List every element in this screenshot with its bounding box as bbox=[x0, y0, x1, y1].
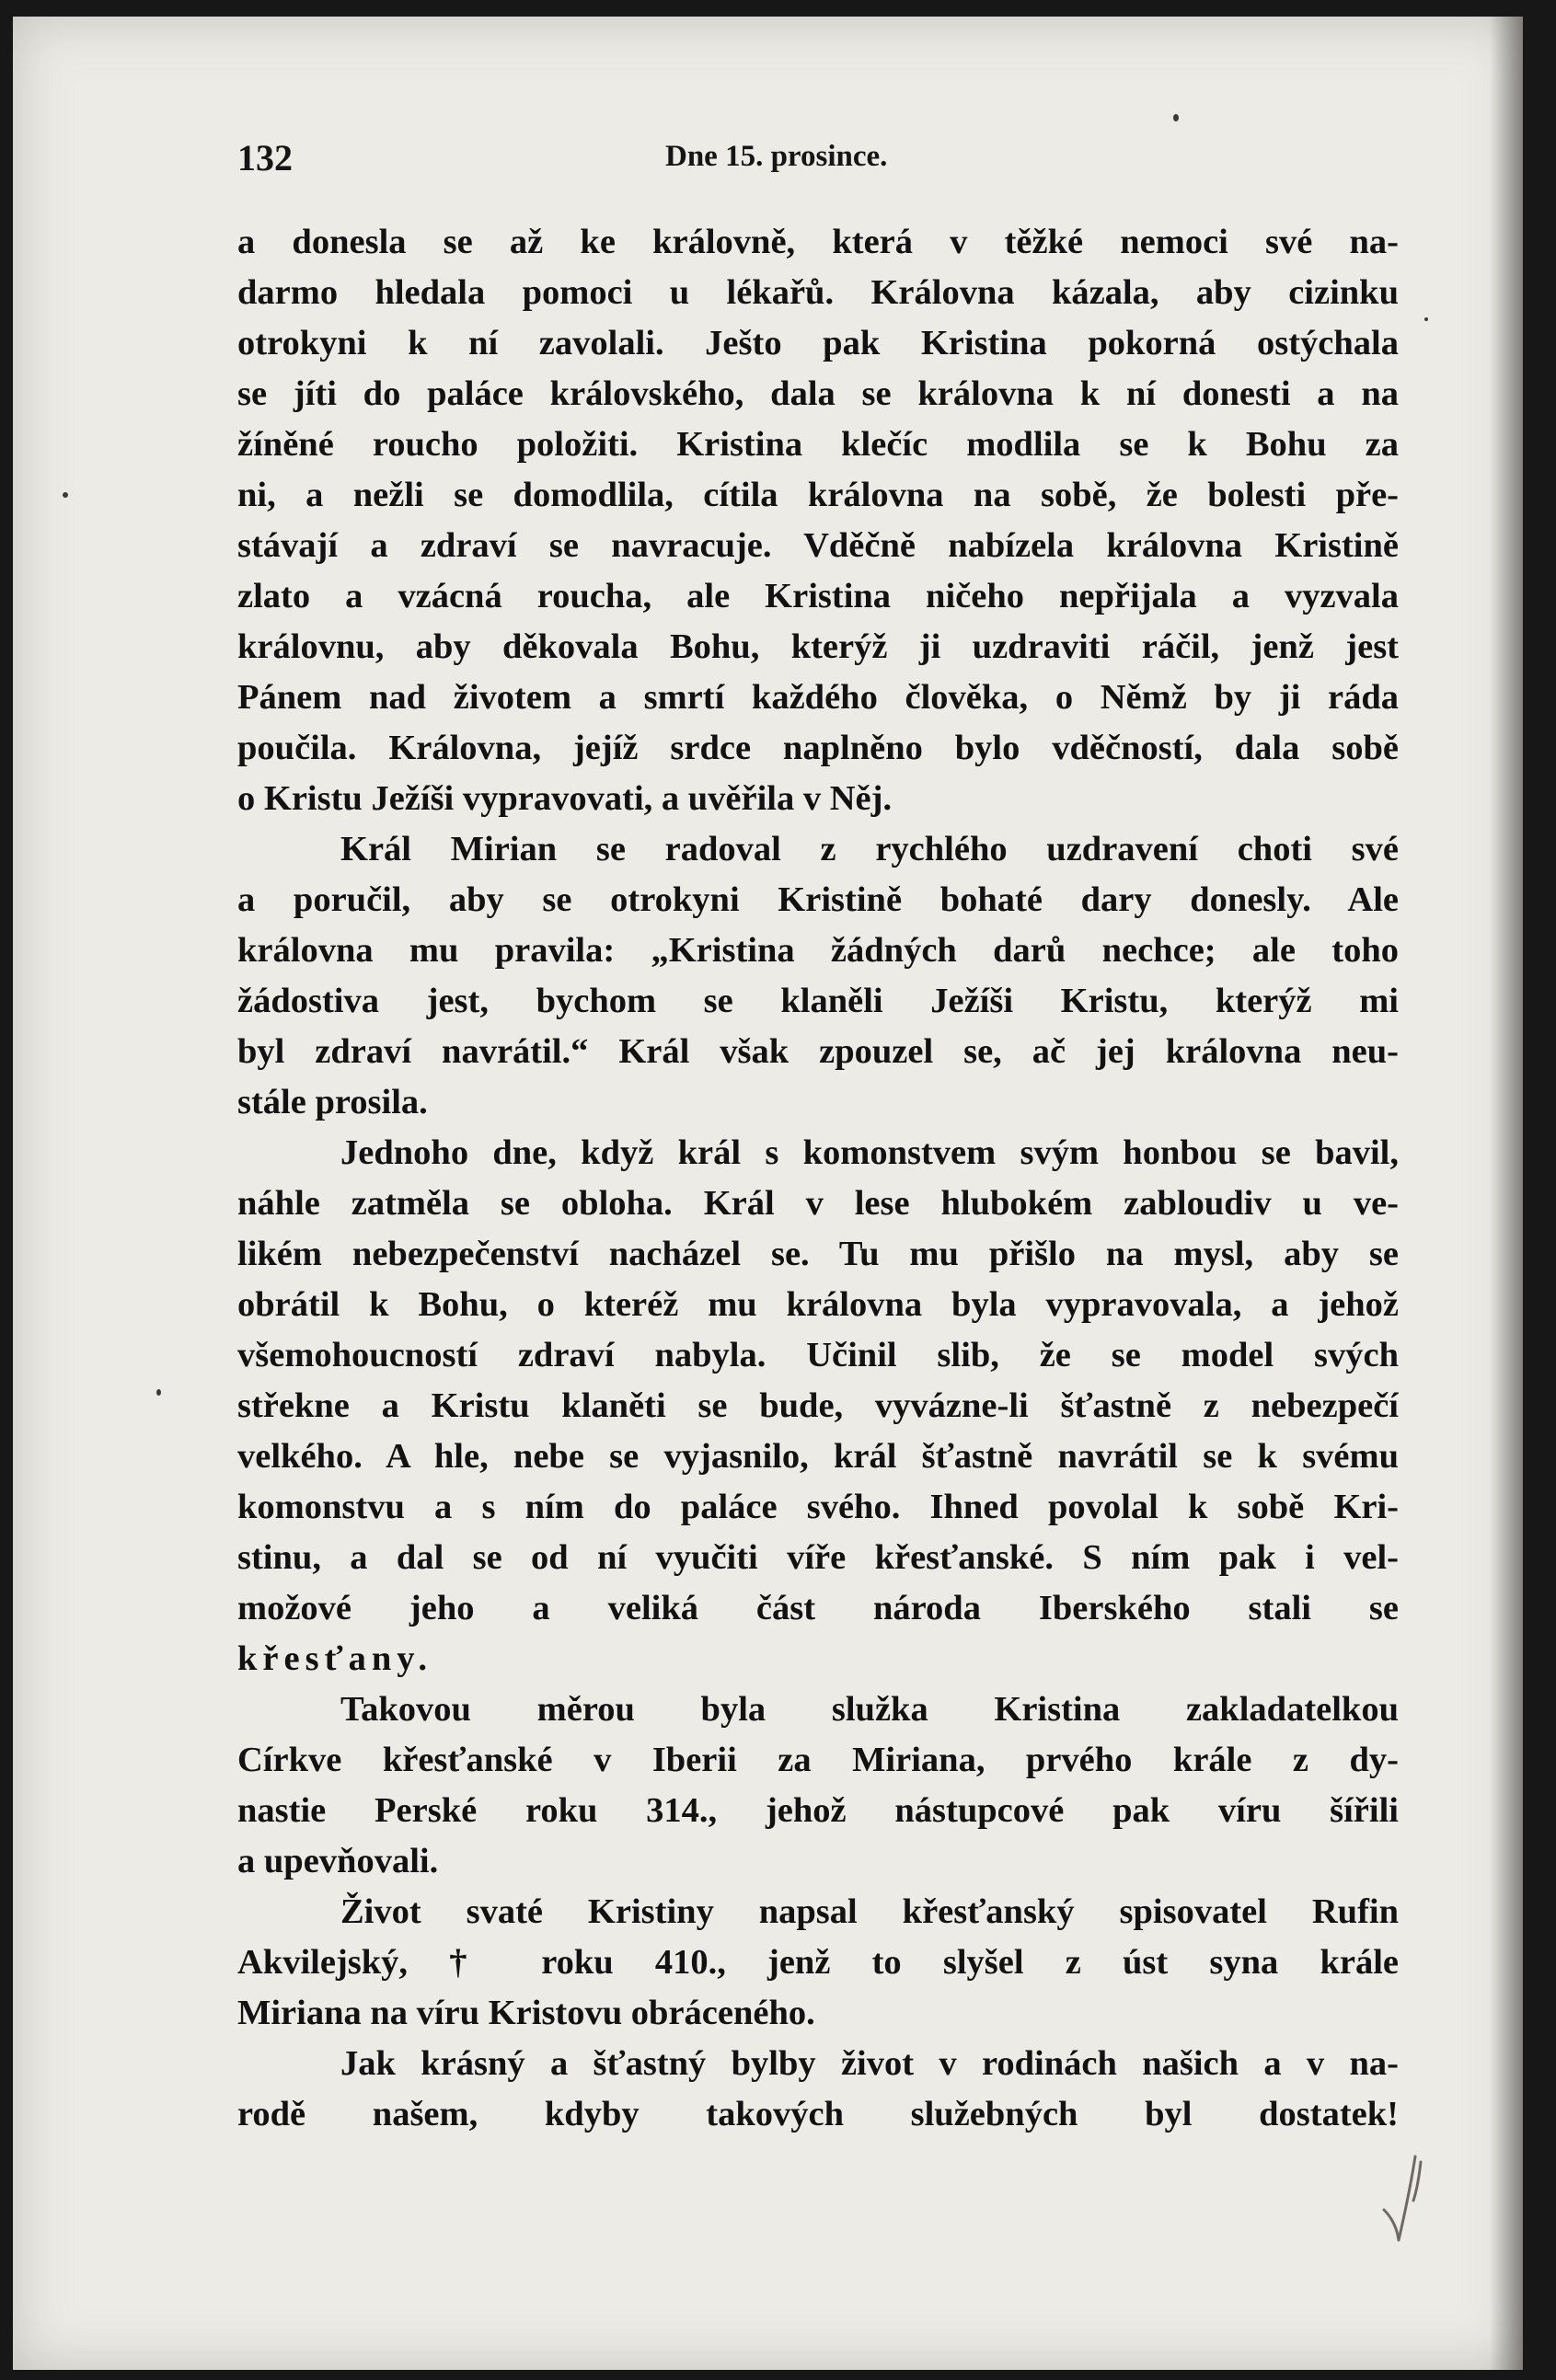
text-line: Církve křesťanské v Iberii za Miriana, prvého krále z dy- bbox=[237, 1741, 1399, 1779]
speck-mark bbox=[1424, 317, 1428, 321]
text-line: střekne a Kristu klaněti se bude, vyvázne-li šťastně z nebezpečí bbox=[237, 1386, 1399, 1425]
pencil-mark bbox=[1371, 2153, 1435, 2254]
text-line: obrátil k Bohu, o kteréž mu královna byla vypravovala, a jehož bbox=[237, 1285, 1399, 1324]
text-line: žíněné roucho položiti. Kristina klečíc modlila se k Bohu za bbox=[237, 425, 1399, 464]
text-line: Král Mirian se radoval z rychlého uzdravení choti své bbox=[340, 830, 1399, 868]
page-number: 132 bbox=[237, 137, 293, 178]
text-line: Život svaté Kristiny napsal křesťanský spisovatel Rufin bbox=[340, 1892, 1399, 1931]
page-edge-shadow bbox=[1490, 17, 1523, 2370]
text-line: Akvilejský, † roku 410., jenž to slyšel z úst syna krále bbox=[237, 1943, 1399, 1982]
text-line: nastie Perské roku 314., jehož nástupcové pak víru šířili bbox=[237, 1791, 1399, 1830]
text-line: stále prosila. bbox=[237, 1083, 428, 1121]
text-line: stinu, a dal se od ní vyučiti víře křesťanské. S ním pak i vel- bbox=[237, 1538, 1399, 1577]
running-title: Dne 15. prosince. bbox=[665, 140, 888, 173]
text-line: komonstvu a s ním do paláce svého. Ihned povolal k sobě Kri- bbox=[237, 1488, 1399, 1526]
text-line: křesťany. bbox=[237, 1639, 433, 1678]
text-line: ni, a nežli se domodlila, cítila královna na sobě, že bolesti pře- bbox=[237, 476, 1399, 514]
text-line: a donesla se až ke královně, která v těžké nemoci své na- bbox=[237, 223, 1399, 261]
text-line: byl zdraví navrátil.“ Král však zpouzel se, ač jej královna neu- bbox=[237, 1032, 1399, 1071]
text-line: Miriana na víru Kristovu obráceného. bbox=[237, 1994, 815, 2032]
page-header bbox=[237, 136, 1397, 182]
text-line: stávají a zdraví se navracuje. Vděčně nabízela královna Kristině bbox=[237, 526, 1399, 565]
text-line: náhle zatměla se obloha. Král v lese hlubokém zabloudiv u ve- bbox=[237, 1184, 1399, 1223]
text-line: a upevňovali. bbox=[237, 1842, 439, 1880]
speck-mark bbox=[156, 1389, 161, 1396]
text-line: se jíti do paláce královského, dala se královna k ní donesti a na bbox=[237, 374, 1399, 413]
text-line: Takovou měrou byla služka Kristina zakladatelkou bbox=[340, 1690, 1399, 1729]
text-line: možové jeho a veliká část národa Iberského stali se bbox=[237, 1589, 1399, 1627]
text-line: královnu, aby děkovala Bohu, kterýž ji uzdraviti ráčil, jenž jest bbox=[237, 627, 1399, 666]
text-line: zlato a vzácná roucha, ale Kristina ničeho nepřijala a vyzvala bbox=[237, 577, 1399, 615]
text-line: a poručil, aby se otrokyni Kristině bohaté dary donesly. Ale bbox=[237, 880, 1399, 919]
text-line: Jak krásný a šťastný bylby život v rodinách našich a v na- bbox=[340, 2044, 1399, 2083]
speck-mark bbox=[1173, 114, 1179, 121]
text-line: darmo hledala pomoci u lékařů. Královna kázala, aby cizinku bbox=[237, 273, 1399, 312]
speck-mark bbox=[63, 492, 68, 498]
text-line: všemohoucností zdraví nabyla. Učinil slib, že se model svých bbox=[237, 1336, 1399, 1374]
text-line: rodě našem, kdyby takových služebných byl dostatek! bbox=[237, 2095, 1399, 2133]
text-line: velkého. A hle, nebe se vyjasnilo, král šťastně navrátil se k svému bbox=[237, 1437, 1399, 1476]
text-line: likém nebezpečenství nacházel se. Tu mu přišlo na mysl, aby se bbox=[237, 1235, 1399, 1273]
text-line: žádostiva jest, bychom se klaněli Ježíši Kristu, kterýž mi bbox=[237, 982, 1399, 1020]
text-line: Jednoho dne, když král s komonstvem svým honbou se bavil, bbox=[340, 1133, 1399, 1172]
text-line: otrokyni k ní zavolali. Ješto pak Kristina pokorná ostýchala bbox=[237, 324, 1399, 362]
text-line: královna mu pravila: „Kristina žádných darů nechce; ale toho bbox=[237, 931, 1399, 970]
text-line: o Kristu Ježíši vypravovati, a uvěřila v Něj. bbox=[237, 779, 893, 818]
text-line: poučila. Královna, jejíž srdce naplněno bylo vděčností, dala sobě bbox=[237, 729, 1399, 767]
body-text bbox=[237, 217, 1399, 2140]
text-line: Pánem nad životem a smrtí každého člověka, o Němž by ji ráda bbox=[237, 678, 1399, 717]
